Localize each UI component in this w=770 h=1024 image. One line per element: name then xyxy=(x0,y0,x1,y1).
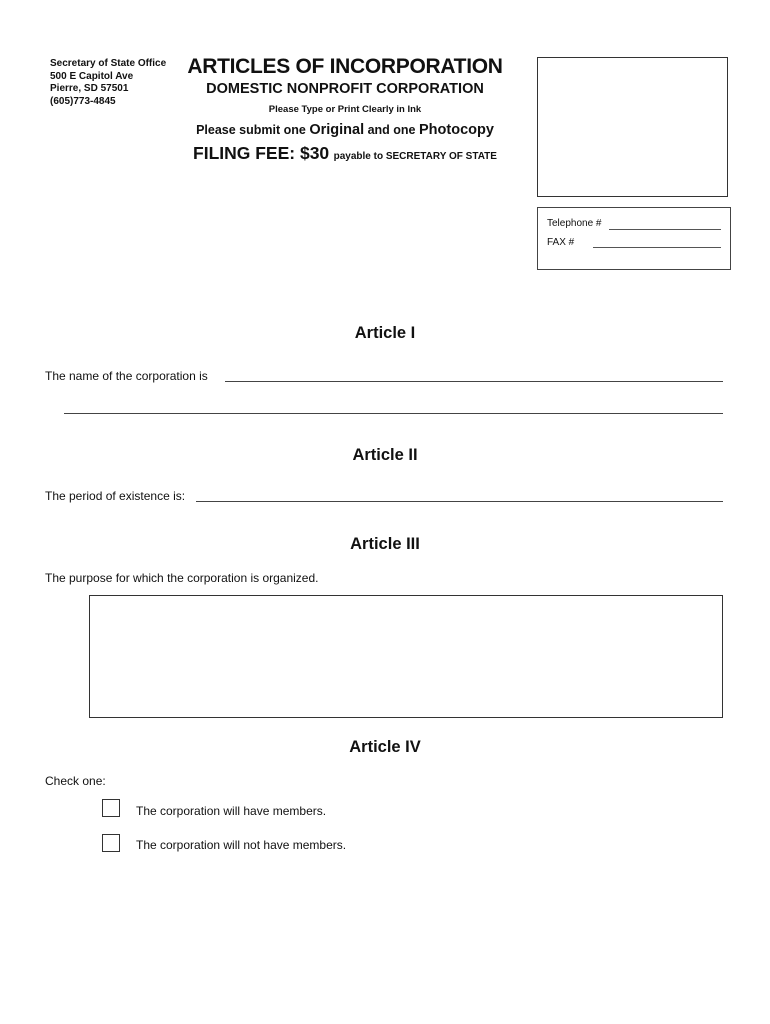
period-field[interactable] xyxy=(196,501,723,502)
office-phone: (605)773-4845 xyxy=(50,95,116,107)
telephone-field[interactable] xyxy=(609,229,721,230)
office-street: 500 E Capitol Ave xyxy=(50,70,134,82)
office-address xyxy=(50,58,166,108)
submit-prefix: Please submit one xyxy=(196,123,306,137)
contact-box xyxy=(537,207,731,270)
fax-field[interactable] xyxy=(593,247,721,248)
title-block xyxy=(160,54,530,164)
members-checkbox[interactable] xyxy=(102,799,120,817)
form-subtitle: DOMESTIC NONPROFIT CORPORATION xyxy=(206,81,484,97)
article-2-heading: Article II xyxy=(352,446,418,464)
corporation-name-field-line-2[interactable] xyxy=(64,413,723,414)
check-one-label: Check one: xyxy=(45,774,106,788)
purpose-textarea[interactable] xyxy=(89,595,723,718)
article-1-heading: Article I xyxy=(354,324,416,342)
purpose-label: The purpose for which the corporation is organized. xyxy=(45,571,319,585)
corporation-name-label: The name of the corporation is xyxy=(45,369,208,383)
office-name: Secretary of State Office xyxy=(50,58,167,69)
no-members-checkbox[interactable] xyxy=(102,834,120,852)
fax-label: FAX # xyxy=(547,237,575,248)
corporation-name-field[interactable] xyxy=(225,381,723,382)
fee-payable: payable to SECRETARY OF STATE xyxy=(333,151,497,162)
members-option-label: The corporation will have members. xyxy=(136,804,327,818)
submit-original: Original xyxy=(309,122,365,138)
filing-stamp-box xyxy=(537,57,728,197)
office-city: Pierre, SD 57501 xyxy=(50,83,129,94)
article-3-heading: Article III xyxy=(350,535,420,553)
article-4-heading: Article IV xyxy=(349,738,421,756)
telephone-label: Telephone # xyxy=(547,218,602,229)
submit-photocopy: Photocopy xyxy=(419,122,494,138)
submit-instruction xyxy=(160,122,530,139)
no-members-option-label: The corporation will not have members. xyxy=(136,838,347,852)
fee-label: FILING FEE: $30 xyxy=(193,143,330,163)
form-title: ARTICLES OF INCORPORATION xyxy=(187,55,503,78)
ink-instruction: Please Type or Print Clearly in Ink xyxy=(268,104,422,115)
submit-and: and one xyxy=(367,123,416,137)
filing-fee xyxy=(160,143,530,164)
period-label: The period of existence is: xyxy=(45,489,186,503)
